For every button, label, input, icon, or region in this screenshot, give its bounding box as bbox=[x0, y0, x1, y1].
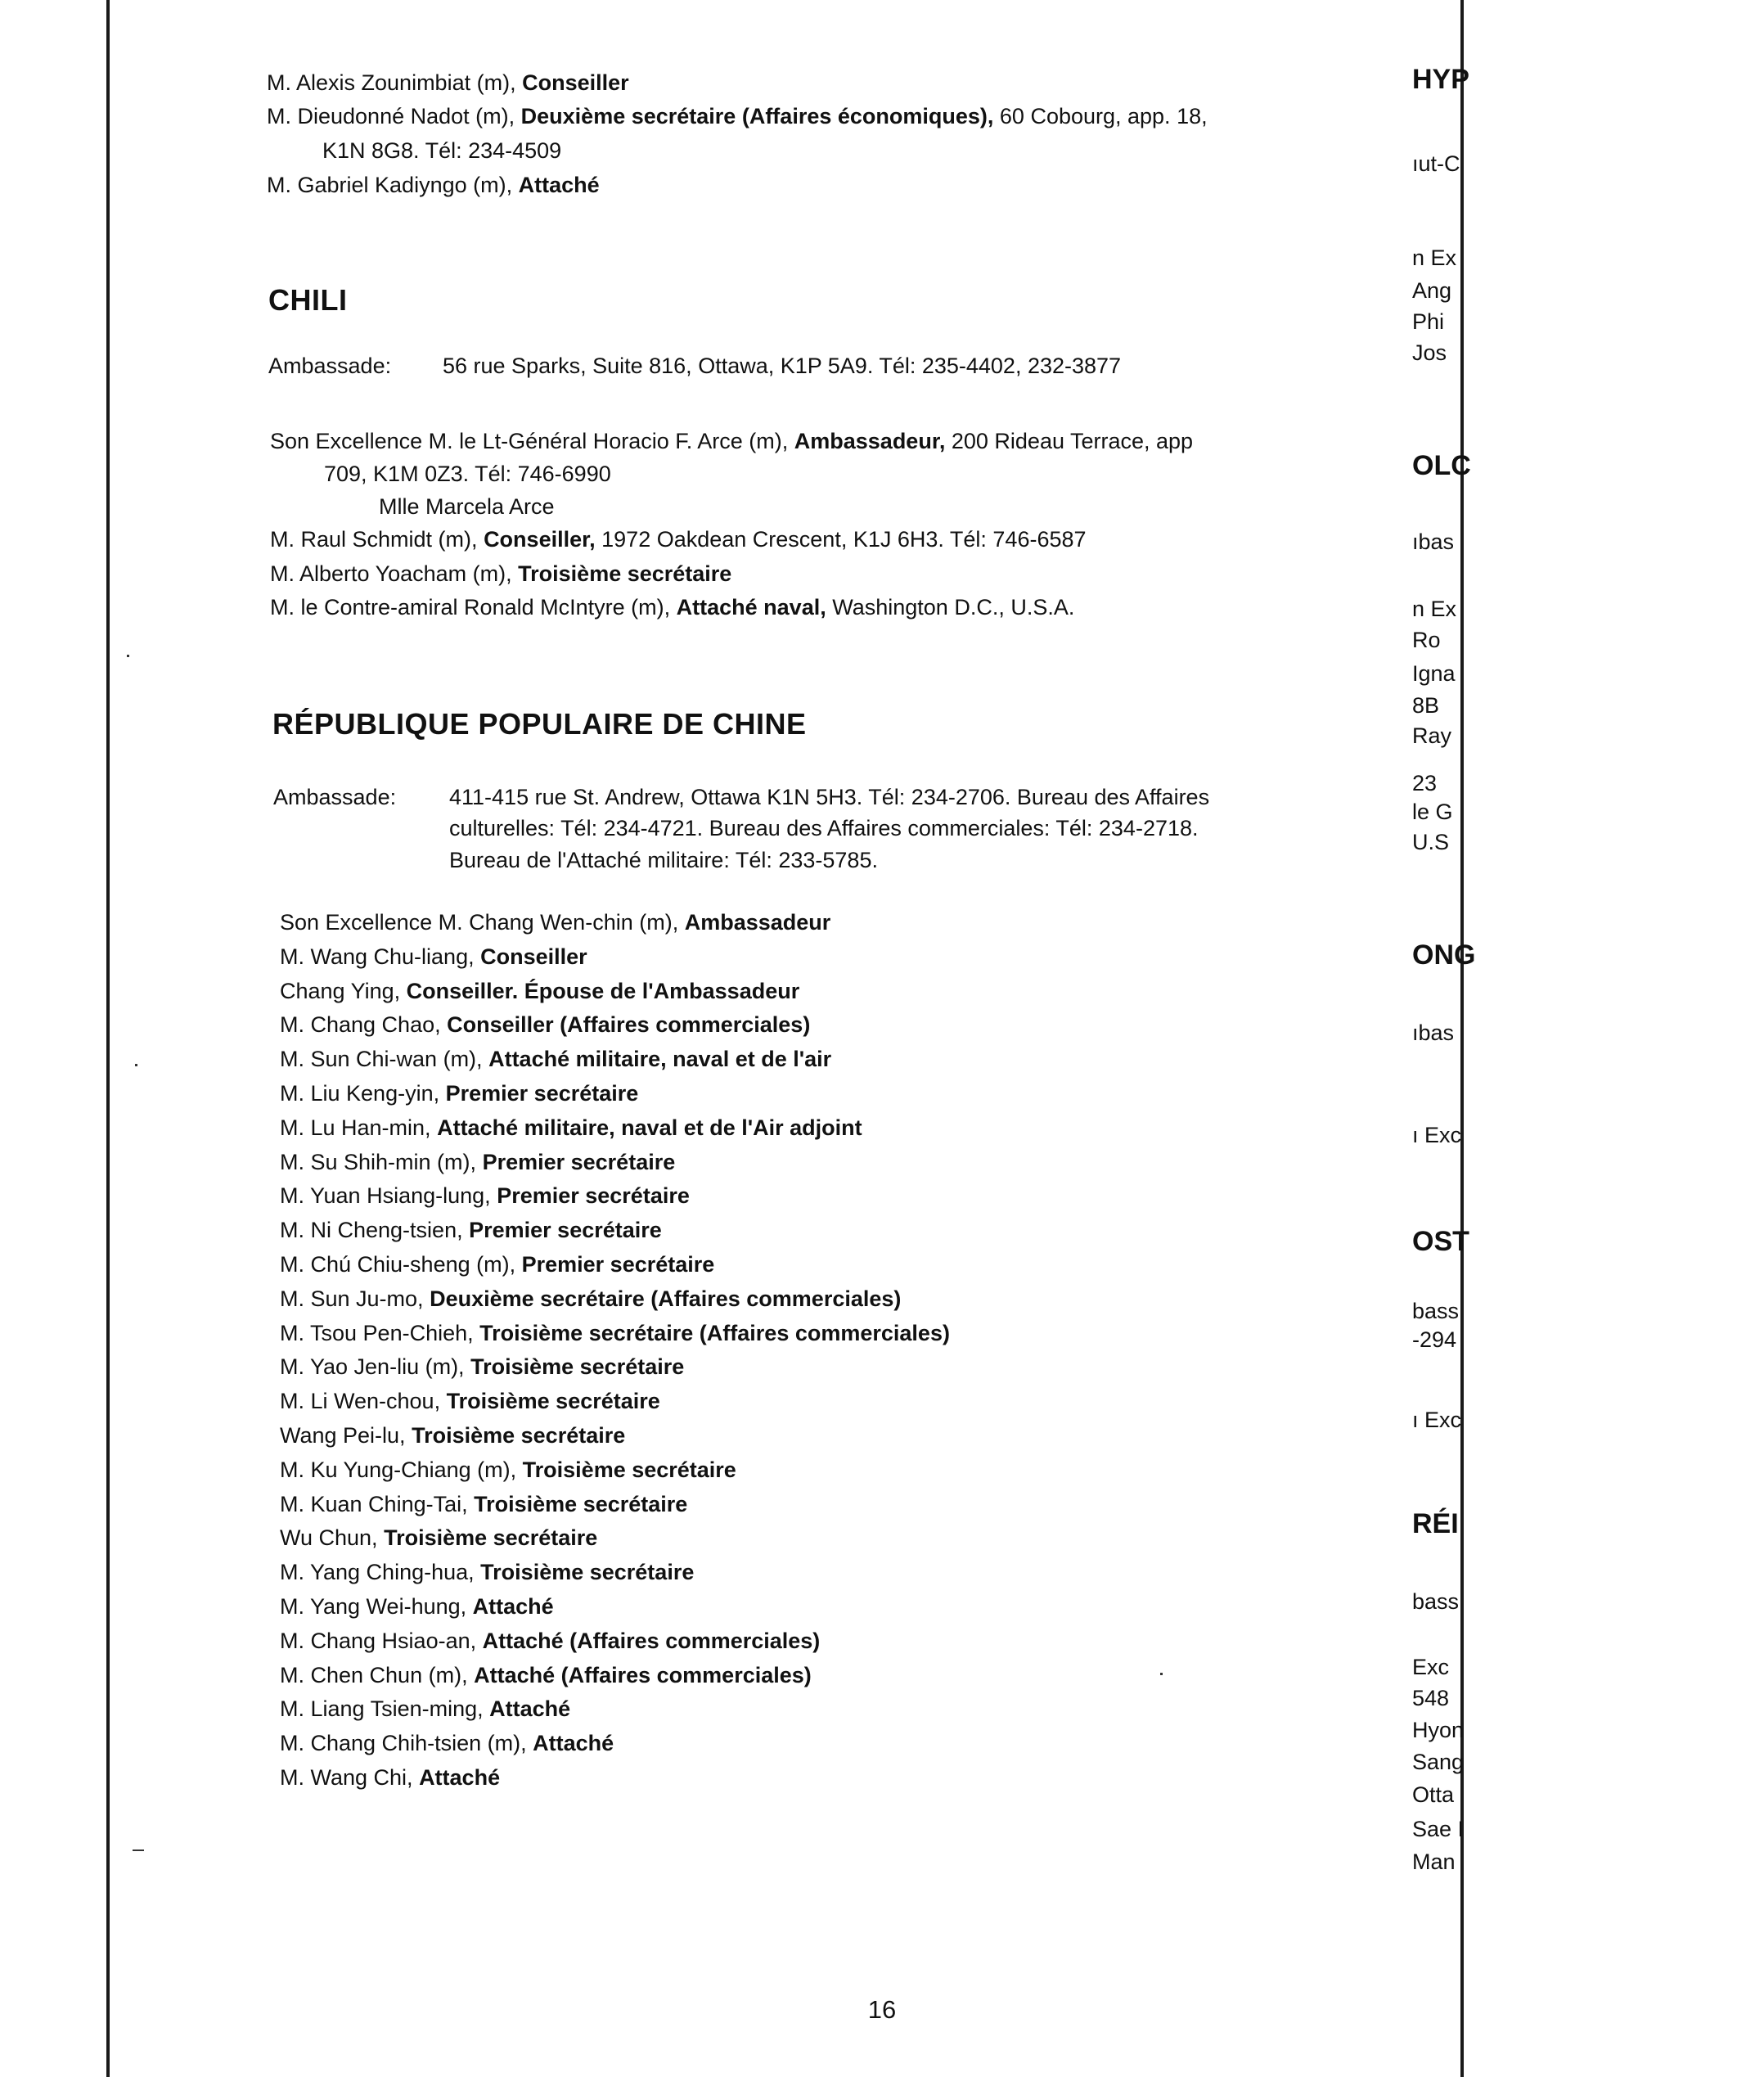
edge-fragment: U.S bbox=[1412, 830, 1450, 854]
staff-name: M. Yang Wei-hung, bbox=[280, 1594, 467, 1619]
edge-fragment: ıbas bbox=[1412, 1020, 1455, 1045]
staff-title: Conseiller (Affaires commerciales) bbox=[447, 1012, 811, 1037]
embassy-line: Ambassade: 411-415 rue St. Andrew, Ottawa K1N 5H3. Tél: 234-2706. Bureau des Affaires bbox=[273, 785, 1210, 809]
staff-entry bbox=[280, 1627, 820, 1655]
entry-line: M. Gabriel Kadiyngo (m), Attaché bbox=[267, 173, 600, 197]
section-heading-chili: CHILI bbox=[268, 283, 348, 317]
staff-entry bbox=[280, 1114, 862, 1142]
edge-fragment: Ang bbox=[1412, 278, 1452, 303]
scan-speck bbox=[135, 1064, 137, 1066]
scan-speck bbox=[133, 1849, 144, 1851]
page-number: 16 bbox=[867, 1995, 897, 2024]
edge-fragment: Phi bbox=[1412, 309, 1445, 334]
staff-name: M. Yao Jen-liu (m), bbox=[280, 1354, 465, 1379]
edge-fragment: ONG bbox=[1412, 939, 1476, 971]
entry-line: Mlle Marcela Arce bbox=[379, 494, 555, 519]
edge-fragment: OLC bbox=[1412, 450, 1471, 481]
staff-name: M. Sun Chi-wan (m), bbox=[280, 1047, 483, 1071]
staff-entry bbox=[280, 1182, 690, 1210]
section-heading-chine: RÉPUBLIQUE POPULAIRE DE CHINE bbox=[272, 707, 807, 741]
staff-name: Wang Pei-lu, bbox=[280, 1423, 406, 1448]
edge-fragment: Man bbox=[1412, 1849, 1456, 1874]
entry-line: M. Alexis Zounimbiat (m), Conseiller bbox=[267, 70, 629, 95]
staff-entry bbox=[280, 1250, 714, 1278]
staff-title: Premier secrétaire bbox=[482, 1150, 676, 1174]
staff-entry bbox=[280, 1490, 687, 1518]
edge-fragment: OST bbox=[1412, 1226, 1469, 1257]
staff-title: Attaché bbox=[472, 1594, 554, 1619]
scan-speck bbox=[127, 655, 129, 657]
staff-title: Troisième secrétaire bbox=[384, 1525, 598, 1550]
embassy-label: Ambassade: bbox=[268, 354, 392, 378]
staff-title: Attaché militaire, naval et de l'air bbox=[488, 1047, 832, 1071]
entry-line: M. Alberto Yoacham (m), Troisième secrétaire bbox=[270, 561, 732, 586]
staff-name: M. Liang Tsien-ming, bbox=[280, 1696, 484, 1721]
edge-fragment: n Ex bbox=[1412, 597, 1457, 621]
edge-fragment: Jos bbox=[1412, 340, 1447, 365]
staff-entry bbox=[280, 1593, 554, 1620]
staff-entry bbox=[280, 977, 799, 1005]
staff-entry bbox=[280, 1764, 500, 1791]
scan-speck bbox=[1160, 1673, 1163, 1675]
staff-title: Troisième secrétaire bbox=[474, 1492, 688, 1516]
entry-line: 709, K1M 0Z3. Tél: 746-6990 bbox=[324, 462, 611, 486]
embassy-line: Bureau de l'Attaché militaire: Tél: 233-5785. bbox=[449, 848, 878, 872]
edge-fragment: ıut-C bbox=[1412, 151, 1460, 176]
staff-name: M. Ku Yung-Chiang (m), bbox=[280, 1458, 517, 1482]
embassy-line: culturelles: Tél: 234-4721. Bureau des Affaires commerciales: Tél: 234-2718. bbox=[449, 816, 1199, 840]
staff-name: Son Excellence M. Chang Wen-chin (m), bbox=[280, 910, 679, 935]
edge-fragment: bass bbox=[1412, 1299, 1460, 1323]
staff-name: M. Chang Hsiao-an, bbox=[280, 1629, 477, 1653]
staff-title: Premier secrétaire bbox=[469, 1218, 662, 1242]
staff-name: M. Yuan Hsiang-lung, bbox=[280, 1183, 491, 1208]
staff-title: Attaché bbox=[489, 1696, 571, 1721]
edge-fragment: bass bbox=[1412, 1589, 1460, 1614]
staff-title: Attaché militaire, naval et de l'Air adjoint bbox=[437, 1115, 862, 1140]
embassy-line: Ambassade: 56 rue Sparks, Suite 816, Ottawa, K1P 5A9. Tél: 235-4402, 232-3877 bbox=[268, 354, 1122, 378]
staff-entry bbox=[280, 1524, 597, 1552]
staff-name: M. Chú Chiu-sheng (m), bbox=[280, 1252, 516, 1277]
embassy-label: Ambassade: bbox=[273, 785, 397, 809]
staff-entry bbox=[280, 1695, 570, 1723]
edge-fragment: n Ex bbox=[1412, 246, 1457, 270]
staff-name: M. Ni Cheng-tsien, bbox=[280, 1218, 463, 1242]
staff-title: Troisième secrétaire bbox=[522, 1458, 736, 1482]
staff-title: Ambassadeur bbox=[684, 910, 831, 935]
staff-entry bbox=[280, 908, 830, 936]
entry-line: K1N 8G8. Tél: 234-4509 bbox=[322, 138, 562, 163]
staff-title: Premier secrétaire bbox=[497, 1183, 690, 1208]
staff-entry bbox=[280, 1148, 675, 1176]
staff-name: M. Chang Chao, bbox=[280, 1012, 441, 1037]
staff-title: Premier secrétaire bbox=[521, 1252, 715, 1277]
edge-fragment: -294 bbox=[1412, 1327, 1457, 1352]
staff-entry bbox=[280, 1558, 694, 1586]
staff-title: Attaché (Affaires commerciales) bbox=[474, 1663, 812, 1687]
staff-entry bbox=[280, 1045, 831, 1073]
edge-fragment: ıbas bbox=[1412, 529, 1455, 554]
left-margin-line bbox=[106, 0, 110, 2077]
staff-title: Deuxième secrétaire (Affaires commerciales) bbox=[430, 1286, 902, 1311]
staff-entry bbox=[280, 1421, 625, 1449]
staff-name: M. Su Shih-min (m), bbox=[280, 1150, 477, 1174]
edge-fragment: Exc bbox=[1412, 1655, 1450, 1679]
staff-entry bbox=[280, 1729, 614, 1757]
staff-name: M. Wang Chu-liang, bbox=[280, 944, 475, 969]
staff-entry bbox=[280, 1661, 812, 1689]
staff-entry bbox=[280, 1285, 901, 1313]
staff-title: Attaché bbox=[419, 1765, 501, 1790]
staff-name: M. Lu Han-min, bbox=[280, 1115, 431, 1140]
edge-fragment: 8B bbox=[1412, 693, 1440, 718]
staff-entry bbox=[280, 1011, 810, 1038]
staff-entry bbox=[280, 1319, 950, 1347]
edge-fragment: Otta bbox=[1412, 1782, 1455, 1807]
edge-fragment: Igna bbox=[1412, 661, 1456, 686]
edge-fragment: le G bbox=[1412, 800, 1453, 824]
staff-name: M. Liu Keng-yin, bbox=[280, 1081, 440, 1106]
staff-name: M. Sun Ju-mo, bbox=[280, 1286, 424, 1311]
staff-name: M. Yang Ching-hua, bbox=[280, 1560, 475, 1584]
edge-fragment: Ray bbox=[1412, 723, 1452, 748]
edge-fragment: ı Exc bbox=[1412, 1123, 1462, 1147]
staff-name: M. Kuan Ching-Tai, bbox=[280, 1492, 468, 1516]
staff-name: M. Chen Chun (m), bbox=[280, 1663, 468, 1687]
edge-fragment: RÉI bbox=[1412, 1508, 1459, 1539]
edge-fragment: Sang bbox=[1412, 1750, 1465, 1774]
staff-entry bbox=[280, 943, 587, 971]
staff-name: M. Li Wen-chou, bbox=[280, 1389, 441, 1413]
clipped-next-column bbox=[1409, 0, 1476, 2077]
staff-name: M. Wang Chi, bbox=[280, 1765, 413, 1790]
entry-line: M. le Contre-amiral Ronald McIntyre (m), Attaché naval, Washington D.C., U.S.A. bbox=[270, 595, 1075, 619]
staff-title: Premier secrétaire bbox=[445, 1081, 639, 1106]
edge-fragment: ı Exc bbox=[1412, 1408, 1462, 1432]
edge-fragment: 23 bbox=[1412, 771, 1438, 795]
edge-fragment: Hyon bbox=[1412, 1718, 1465, 1742]
staff-name: M. Chang Chih-tsien (m), bbox=[280, 1731, 527, 1755]
staff-title: Conseiller. Épouse de l'Ambassadeur bbox=[406, 979, 800, 1003]
staff-entry bbox=[280, 1353, 684, 1381]
staff-title: Troisième secrétaire bbox=[470, 1354, 685, 1379]
staff-title: Attaché bbox=[533, 1731, 614, 1755]
staff-title: Troisième secrétaire bbox=[480, 1560, 695, 1584]
edge-fragment: 548 bbox=[1412, 1686, 1450, 1710]
staff-entry bbox=[280, 1387, 660, 1415]
staff-name: Wu Chun, bbox=[280, 1525, 378, 1550]
staff-name: Chang Ying, bbox=[280, 979, 401, 1003]
entry-line: M. Dieudonné Nadot (m), Deuxième secrétaire (Affaires économiques), 60 Cobourg, app. 18, bbox=[267, 104, 1208, 128]
staff-title: Troisième secrétaire (Affaires commerciales) bbox=[479, 1321, 950, 1345]
staff-title: Troisième secrétaire bbox=[412, 1423, 626, 1448]
staff-name: M. Tsou Pen-Chieh, bbox=[280, 1321, 474, 1345]
staff-title: Conseiller bbox=[480, 944, 587, 969]
entry-line: M. Raul Schmidt (m), Conseiller, 1972 Oakdean Crescent, K1J 6H3. Tél: 746-6587 bbox=[270, 527, 1087, 552]
entry-line: Son Excellence M. le Lt-Général Horacio F. Arce (m), Ambassadeur, 200 Rideau Terrace, app bbox=[270, 429, 1194, 453]
edge-fragment: Ro bbox=[1412, 628, 1441, 652]
edge-fragment: HYP bbox=[1412, 64, 1469, 95]
staff-title: Attaché (Affaires commerciales) bbox=[482, 1629, 821, 1653]
staff-entry bbox=[280, 1456, 736, 1484]
staff-entry bbox=[280, 1079, 638, 1107]
staff-entry bbox=[280, 1216, 662, 1244]
edge-fragment: Sae I bbox=[1412, 1817, 1465, 1841]
staff-title: Troisième secrétaire bbox=[446, 1389, 660, 1413]
